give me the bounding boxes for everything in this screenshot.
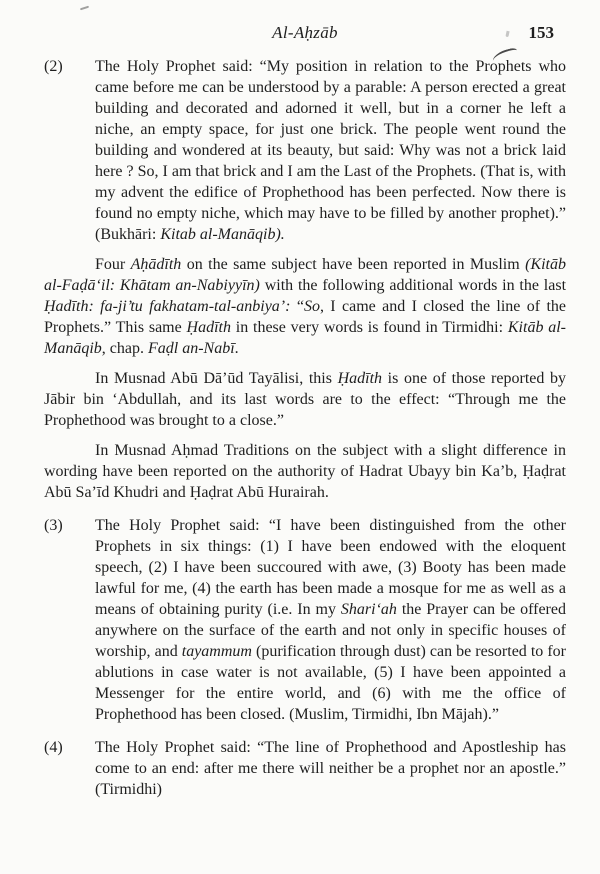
paragraph-4 (44, 737, 566, 800)
paragraph-3-text: The Holy Prophet said: “I have been distinguished from the other Prophets in six things: (1) I have been endowed with the eloquent speech, (2) I have been succoured with awe, (3) Booty has been made lawful for me, (4) the earth has been made a mosque for me as well as a means of obtaining purity (i.e. In my Shari‘ah the Prayer can be offered anywhere on the surface of the earth and not only in specific houses of worship, and tayammum (purification through dust) can be resorted to for ablutions in case water is not available, (5) I have been appointed a Messenger for the entire world, and (6) with me the office of Prophethood has been closed. (Muslim, Tirmidhi, Ibn Mājah).” (95, 517, 566, 723)
paragraph-2-number: (2) (44, 58, 63, 75)
paragraph-four-ahadith: Four Aḥādīth on the same subject have been reported in Muslim (Kitāb al-Faḍā‘il: Khātam an-Nabiyyīn) with the following additional words in the last Ḥadīth: fa-ji’tu fakhatam-tal-anbiya’: “So, I came and I closed the line of the Prophets.” This same Ḥadīth in these very words is found in Tirmidhi: Kitāb al-Manāqib, chap. Faḍl an-Nabī. (44, 256, 567, 357)
paragraph-3-number: (3) (44, 517, 63, 534)
chapter-title: Al-Aḥzāb (272, 23, 338, 42)
paragraph-4-number: (4) (44, 739, 63, 756)
paragraph-4-text: The Holy Prophet said: “The line of Prophethood and Apostleship has come to an end: after me there will neither be a prophet nor an apostle.” (Tirmidhi) (95, 739, 566, 798)
paragraph-2-text: The Holy Prophet said: “My position in relation to the Prophets who came before me can be understood by a parable: A person erected a great building and decorated and adorned it well, but in a corner he left a niche, an empty space, for just one brick. The people went round the building and wondered at its beauty, but said: Why was not a brick laid here ? So, I am that brick and I am the Last of the Prophets. (That is, with my advent the edifice of Prophethood has been perfected. Now there is found no empty niche, which may have to be filled by another prophet).” (Bukhāri: Kitab al-Manāqib). (95, 58, 566, 243)
paragraph-musnad-ahmad: In Musnad Aḥmad Traditions on the subject with a slight difference in wording have been reported on the authority of Hadrat Ubayy bin Ka’b, Ḥaḍrat Abū Sa’īd Khudri and Ḥaḍrat Abū Hurairah. (44, 442, 566, 501)
scan-artifact-speck (80, 6, 89, 11)
paragraph-3 (44, 515, 566, 725)
paragraph-2 (44, 56, 566, 245)
page-number: 153 (528, 23, 554, 42)
page-header (44, 22, 566, 44)
paragraph-musnad-tayalisi: In Musnad Abū Dā’ūd Tayālisi, this Ḥadīth is one of those reported by Jābir bin ‘Abdullah, and its last words are to the effect: “Through me the Prophethood was brought to a close.” (44, 370, 566, 429)
